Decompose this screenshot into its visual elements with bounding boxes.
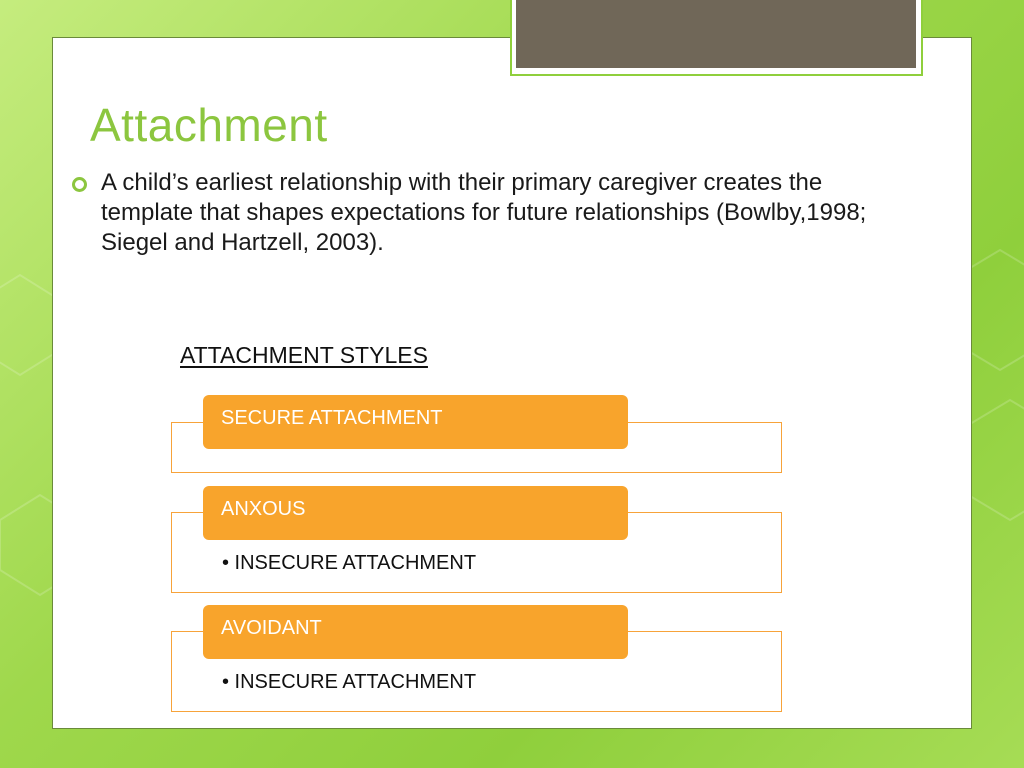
- bullet-text: A child’s earliest relationship with their primary caregiver creates the template that shapes expectations for future relationships (Bowlby,1998; Siegel and Hartzell, 2003).: [101, 169, 867, 256]
- top-decor-bar: [516, 0, 916, 68]
- section-heading: ATTACHMENT STYLES: [180, 342, 428, 368]
- style-detail-avoidant: • INSECURE ATTACHMENT: [222, 671, 477, 693]
- ring-bullet-icon: [72, 177, 87, 192]
- style-header-anxous: ANXOUS: [203, 486, 628, 540]
- style-header-avoidant: AVOIDANT: [203, 605, 628, 659]
- style-detail-anxous: • INSECURE ATTACHMENT: [222, 552, 477, 574]
- slide-title: Attachment: [90, 99, 328, 151]
- style-header-secure: SECURE ATTACHMENT: [203, 395, 628, 449]
